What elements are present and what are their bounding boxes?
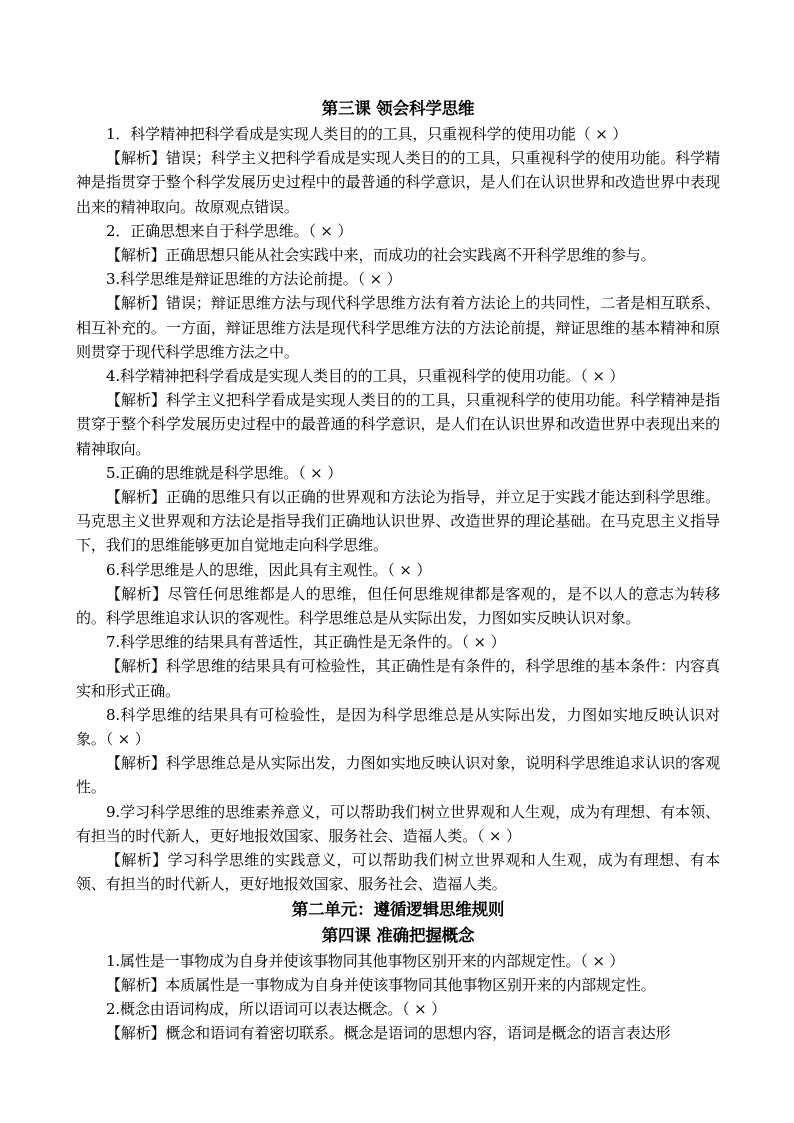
qa-item: [76, 461, 720, 558]
qa-item: [76, 800, 720, 897]
analysis-paragraph: [76, 146, 720, 219]
analysis-paragraph: [76, 243, 720, 267]
qa-item: [76, 558, 720, 631]
analysis-paragraph: [76, 388, 720, 461]
qa-item: [76, 267, 720, 364]
analysis-paragraph: [76, 654, 720, 702]
analysis-text: 概念和语词有着密切联系。概念是语词的思想内容，语词是概念的语言表达形: [165, 1024, 671, 1043]
analysis-paragraph: [76, 582, 720, 630]
unit-2-heading: 第二单元：遵循逻辑思维规则: [291, 899, 505, 919]
lesson-3-heading: 第三课 领会科学思维: [321, 99, 475, 118]
question-text: 8.科学思维的结果具有可检验性，是因为科学思维总是从实际出发，力图如实地反映认识对象。（ × ）: [76, 705, 720, 749]
analysis-tag: 【解析】: [106, 975, 166, 994]
analysis-text: 正确思想只能从社会实践中来，而成功的社会实践离不开科学思维的参与。: [165, 246, 656, 265]
document-body: [76, 96, 720, 1045]
analysis-tag: 【解析】: [106, 488, 166, 507]
question-text: 4.科学精神把科学看成是实现人类目的的工具，只重视科学的使用功能。（ × ）: [106, 367, 625, 386]
analysis-tag: 【解析】: [106, 657, 166, 676]
analysis-text: 尽管任何思维都是人的思维，但任何思维规律都是客观的，是不以人的意志为转移的。科学思维追求认识的客观性。科学思维总是从实际出发，力图如实反映认识对象。: [76, 584, 720, 628]
analysis-paragraph: [76, 291, 720, 364]
analysis-tag: 【解析】: [106, 294, 166, 313]
analysis-text: 科学思维总是从实际出发，力图如实地反映认识对象，说明科学思维追求认识的客观性。: [76, 754, 720, 797]
analysis-paragraph: [76, 485, 720, 558]
analysis-tag: 【解析】: [106, 391, 166, 410]
analysis-text: 学习科学思维的实践意义，可以帮助我们树立世界观和人生观，成为有理想、有本领、有担当的时代新人，更好地报效国家、服务社会、造福人类。: [76, 851, 720, 894]
question-text: 6.科学思维是人的思维，因此具有主观性。（ × ）: [106, 560, 432, 579]
question-text: 7.科学思维的结果具有普适性，其正确性是无条件的。（ × ）: [106, 633, 506, 652]
analysis-text: 科学主义把科学看成是实现人类目的的工具，只重视科学的使用功能。科学精神是指贯穿于整个科学发展历史过程中的最普通的科学意识，是人们在认识世界和改造世界中表现出来的精神取向。: [76, 391, 720, 458]
qa-item: [76, 122, 720, 219]
analysis-text: 正确的思维只有以正确的世界观和方法论为指导，并立足于实践才能达到科学思维。马克思主义世界观和方法论是指导我们正确地认识世界、改造世界的理论基础。在马克思主义指导下，我们的思维能够更加自觉地走向科学思维。: [76, 488, 720, 555]
question-text: 1.属性是一事物成为自身并使该事物同其他事物区别开来的内部规定性。（ × ）: [106, 951, 625, 970]
lesson-4-heading: 第四课 准确把握概念: [321, 925, 475, 945]
analysis-paragraph: [76, 973, 720, 997]
analysis-tag: 【解析】: [106, 754, 166, 773]
question-text: 9.学习科学思维的思维素养意义，可以帮助我们树立世界观和人生观，成为有理想、有本领、有担当的时代新人，更好地报效国家、服务社会、造福人类。（ × ）: [76, 802, 720, 845]
analysis-text: 本质属性是一事物成为自身并使该事物同其他事物区别开来的内部规定性。: [165, 975, 656, 994]
analysis-tag: 【解析】: [106, 851, 168, 870]
analysis-text: 科学思维的结果具有可检验性，其正确性是有条件的，科学思维的基本条件：内容真实和形式正确。: [76, 657, 720, 700]
question-text: 5.正确的思维就是科学思维。（ × ）: [106, 463, 343, 482]
analysis-text: 错误；科学主义把科学看成是实现人类目的的工具，只重视科学的使用功能。科学精神是指贯穿于整个科学发展历史过程中的最普通的科学意识，是人们在认识世界和改造世界中表现出来的精神取向。故原观点错误。: [76, 149, 720, 216]
analysis-tag: 【解析】: [106, 1024, 166, 1043]
qa-item: [76, 219, 720, 267]
question-text: 2．正确思想来自于科学思维。（ × ）: [106, 221, 353, 240]
analysis-paragraph: [76, 751, 720, 799]
analysis-paragraph: [76, 848, 720, 896]
question-text: 3.科学思维是辩证思维的方法论前提。（ × ）: [106, 270, 402, 289]
analysis-tag: 【解析】: [106, 149, 166, 168]
qa-item: [76, 364, 720, 461]
qa-item: [76, 997, 720, 1045]
qa-item: [76, 630, 720, 703]
qa-item: [76, 949, 720, 997]
qa-item: [76, 703, 720, 800]
question-text: 1．科学精神把科学看成是实现人类目的的工具，只重视科学的使用功能（ × ）: [106, 125, 628, 143]
analysis-tag: 【解析】: [106, 584, 168, 603]
analysis-tag: 【解析】: [106, 246, 166, 265]
analysis-paragraph: [76, 1021, 720, 1045]
question-text: 2.概念由语词构成，所以语词可以表达概念。（ × ）: [106, 999, 447, 1018]
analysis-text: 错误；辩证思维方法与现代科学思维方法有着方法论上的共同性，二者是相互联系、相互补充的。一方面，辩证思维方法是现代科学思维方法的方法论前提，辩证思维的基本精神和原则贯穿于现代科学思维方法之中。: [76, 294, 720, 361]
